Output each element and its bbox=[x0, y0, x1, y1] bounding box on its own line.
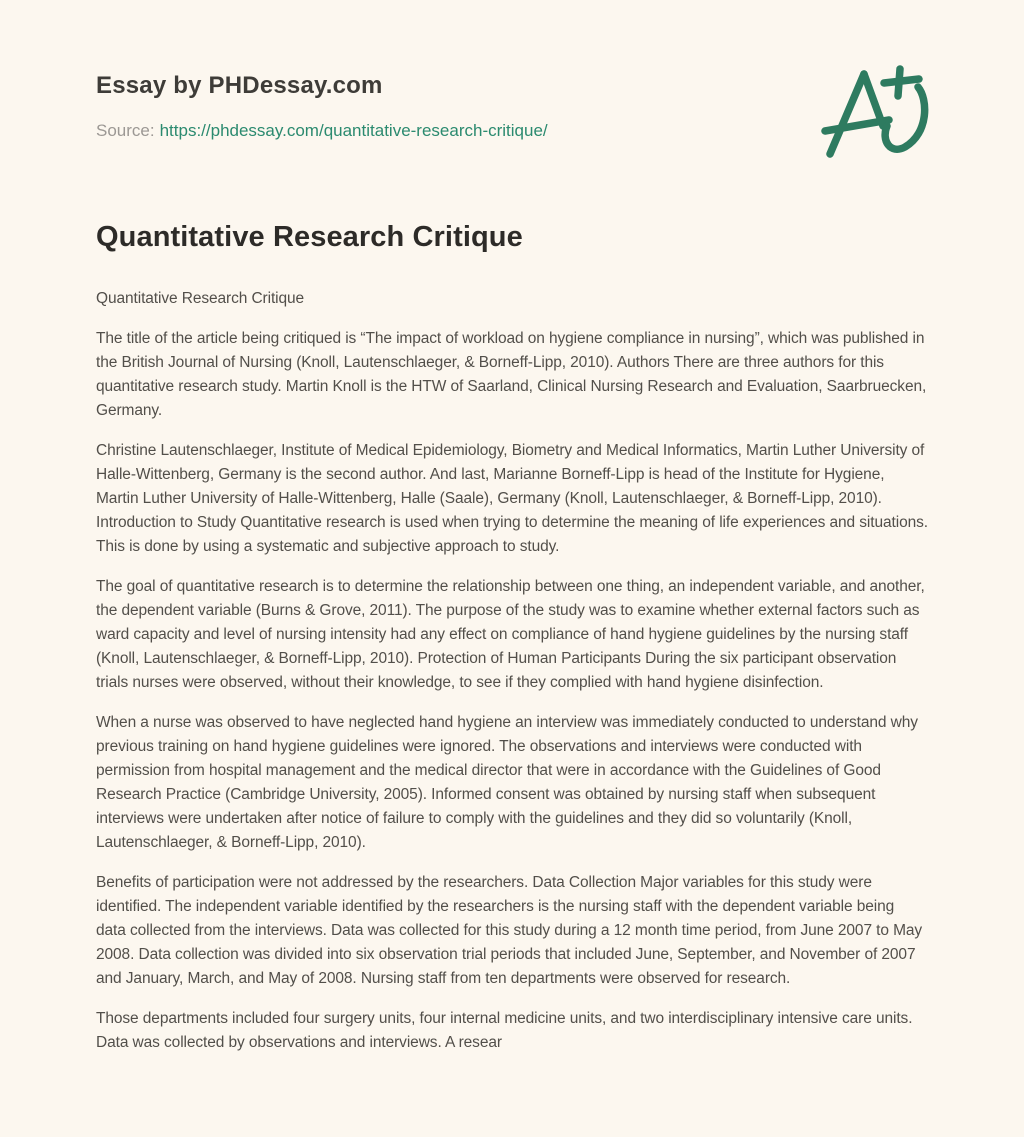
essay-paragraph-lead: Quantitative Research Critique bbox=[96, 290, 305, 307]
essay-paragraph: The goal of quantitative research is to determine the relationship between one thing, an independent variable, and another, the dependent variable (Burns & Grove, 2011). The purpose of the study was to examine whether external factors such as ward capacity and level of nursing intensity had any effect on compliance of hand hygiene guidelines by the nursing staff (Knoll, Lautenschlaeger, & Borneff-Lipp, 2010). Protection of Human Participants During the six participant observation trials nurses were observed, without their knowledge, to see if they complied with hand hygiene disinfection. bbox=[96, 578, 925, 691]
page-header bbox=[96, 0, 928, 141]
essay-paragraph: Christine Lautenschlaeger, Institute of Medical Epidemiology, Biometry and Medical Informatics, Martin Luther University of Halle-Wittenberg, Germany is the second author. And last, Marianne Borneff-Lipp is head of the Institute for Hygiene, Martin Luther University of Halle-Wittenberg, Halle (Saale), Germany (Knoll, Lautenschlaeger, & Borneff-Lipp, 2010). Introduction to Study Quantitative research is used when trying to determine the meaning of life experiences and situations. This is done by using a systematic and subjective approach to study. bbox=[96, 442, 928, 555]
source-link[interactable]: https://phdessay.com/quantitative-research-critique/ bbox=[159, 121, 548, 140]
source-line bbox=[96, 120, 928, 141]
essay-title: Quantitative Research Critique bbox=[96, 221, 523, 253]
essay-paragraph: Benefits of participation were not addressed by the researchers. Data Collection Major variables for this study were identified. The independent variable identified by the researchers is the nursing staff with the dependent variable being data collected from the interviews. Data was collected for this study during a 12 month time period, from June 2007 to May 2008. Data collection was divided into six observation trial periods that included June, September, and November of 2007 and January, March, and May of 2008. Nursing staff from ten departments were observed for research. bbox=[96, 874, 923, 987]
essay-paragraph: The title of the article being critiqued is “The impact of workload on hygiene compliance in nursing”, which was published in the British Journal of Nursing (Knoll, Lautenschlaeger, & Borneff-Lipp, 2010). Authors There are three authors for this quantitative research study. Martin Knoll is the HTW of Saarland, Clinical Nursing Research and Evaluation, Saarbruecken, Germany. bbox=[96, 330, 927, 419]
source-label: Source: bbox=[96, 121, 155, 140]
essay-body bbox=[96, 287, 928, 1055]
site-title: Essay by PHDessay.com bbox=[96, 72, 383, 99]
a-plus-logo-icon bbox=[815, 55, 935, 165]
essay-paragraph: When a nurse was observed to have neglected hand hygiene an interview was immediately conducted to understand why previous training on hand hygiene guidelines were ignored. The observations and interviews were conducted with permission from hospital management and the medical director that were in accordance with the Guidelines of Good Research Practice (Cambridge University, 2005). Informed consent was obtained by nursing staff when subsequent interviews were undertaken after notice of failure to comply with the guidelines and they did so voluntarily (Knoll, Lautenschlaeger, & Borneff-Lipp, 2010). bbox=[96, 714, 918, 851]
essay-paragraph: Those departments included four surgery units, four internal medicine units, and two interdisciplinary intensive care units. Data was collected by observations and interviews. A resear bbox=[96, 1010, 913, 1051]
